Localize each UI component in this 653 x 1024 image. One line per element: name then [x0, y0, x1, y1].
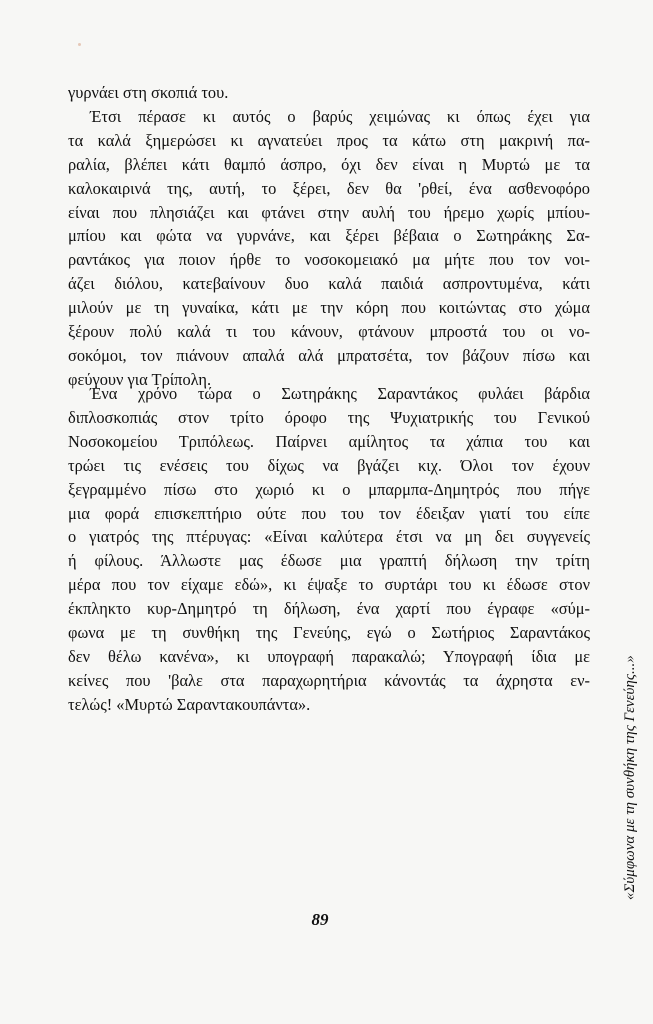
text-line: μια φορά επισκεπτήριο ούτε που του τον έδειξαν γιατί του είπε — [68, 503, 590, 523]
text-line: τελώς! «Μυρτώ Σαραντακουπάντα». — [68, 694, 311, 714]
text-line: ξεγραμμένο πίσω στο χωριό κι ο μπαρμπα-Δημητρός που πήγε — [68, 479, 590, 499]
text-line: καλοκαιρινά της, αυτή, το ξέρει, δεν θα 'ρθεί, ένα ασθενοφόρο — [68, 178, 590, 198]
text-line: σοκόμοι, τον πιάνουν απαλά αλά μπρατσέτα, τον βάζουν πίσω και — [68, 345, 590, 365]
text-line: ραλία, βλέπει κάτι θαμπό άσπρο, όχι δεν είναι η Μυρτώ με τα — [68, 154, 590, 174]
text-line: ξέρουν πολύ καλά τι του κάνουν, φτάνουν μπροστά του οι νο- — [68, 322, 590, 342]
text-line: μέρα που τον είχαμε εδώ», κι έψαξε το συρτάρι του κι έδωσε στον — [68, 575, 590, 595]
text-line: Έτσι πέρασε κι αυτός ο βαρύς χειμώνας κι όπως έχει για — [90, 106, 590, 126]
text-line: τρώει τις ενέσεις του δίχως να βγάζει κιχ. Όλοι τον έχουν — [68, 455, 590, 475]
text-line: Ένα χρόνο τώρα ο Σωτηράκης Σαραντάκος φυλάει βάρδια — [90, 384, 590, 403]
text-line: έκπληκτο κυρ-Δημητρό τη δήλωση, ένα χαρτί που έγραφε «σύμ- — [68, 599, 590, 619]
text-line: φωνα με τη συνθήκη της Γενεύης, εγώ ο Σωτήριος Σαραντάκος — [68, 623, 590, 643]
text-line: τα καλά ξημερώσει κι αγνατεύει προς τα κάτω στη μακρινή πα- — [68, 130, 590, 150]
paragraph-1 — [68, 81, 590, 392]
text-line: είναι που πλησιάζει και φτάνει στην αυλή του ήρεμο χωρίς μπίου- — [68, 202, 590, 222]
paper-speck — [78, 43, 81, 46]
text-line: άζει διόλου, κατεβαίνουν δυο καλά παιδιά ασπροντυμένα, κάτι — [68, 274, 590, 294]
text-line: μπίου και φώτα να γυρνάνε, και ξέρει βέβαια ο Σωτηράκης Σα- — [68, 226, 590, 246]
text-line: ραντάκος για ποιον ήρθε το νοσοκομειακό μα μήτε που τον νοι- — [68, 250, 590, 270]
text-line: δεν θέλω κανένα», κι υπογραφή παρακαλώ; Υπογραφή ίδια με — [68, 646, 590, 666]
running-title: «Σύμφωνα με τη συνθήκη της Γενεύης...» — [622, 655, 638, 900]
page-number: 89 — [311, 910, 329, 929]
text-line: ο γιατρός της πτέρυγας: «Είναι καλύτερα έτσι να μη δει συγγενείς — [68, 527, 590, 547]
text-line: γυρνάει στη σκοπιά του. — [68, 83, 229, 102]
text-line: φεύγουν για Τρίπολη. — [68, 369, 212, 389]
text-line: ή φίλους. Άλλωστε μας έδωσε μια γραπτή δήλωση την τρίτη — [68, 551, 590, 571]
text-line: διπλοσκοπιάς στον τρίτο όροφο της Ψυχιατρικής του Γενικού — [68, 407, 590, 427]
text-line: κείνες που 'βαλε στα παραχωρητήρια κάνοντάς τα άχρηστα εν- — [68, 670, 590, 690]
text-line: μιλούν με τη γυναίκα, κάτι με την κόρη που κοιτώντας στο χώμα — [68, 298, 590, 318]
paragraph-2 — [68, 382, 590, 717]
text-line: Νοσοκομείου Τριπόλεως. Παίρνει αμίλητος τα χάπια του και — [68, 431, 590, 451]
